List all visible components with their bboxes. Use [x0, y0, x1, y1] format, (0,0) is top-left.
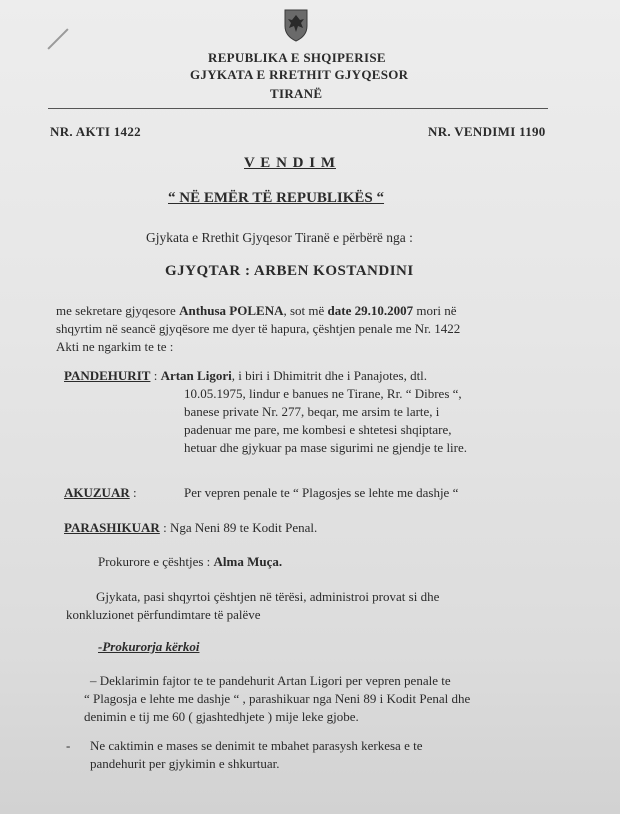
provided-line — [64, 519, 317, 537]
paper-fold-mark — [47, 28, 68, 49]
defendant-line-4: padenuar me pare, me kombesi e shtetesi shqiptare, — [184, 422, 452, 437]
provided-article: Nga Neni 89 te Kodit Penal. — [169, 520, 318, 535]
request-item-1-line-1 — [90, 672, 451, 690]
prosecutor-line — [98, 553, 282, 571]
judge-line: GJYQTAR : ARBEN KOSTANDINI — [165, 263, 414, 279]
defendant-label: PANDEHURIT — [64, 368, 151, 383]
request-item-2-line-1: Ne caktimin e mases se denimit te mbahet parasysh kerkesa e te — [90, 738, 423, 753]
prosecutor-label: Prokurore e çështjes : — [98, 554, 211, 569]
request-text: Deklarimin fajtor te te pandehurit Artan Ligori per vepren penale te — [99, 673, 451, 688]
provided-colon: : — [159, 520, 170, 535]
defendant-line-3: banese private Nr. 277, beqar, me arsim te larte, i — [184, 404, 440, 419]
accused-colon: : — [129, 485, 137, 500]
defendant-colon: : — [150, 368, 161, 383]
header-city: TIRANË — [270, 86, 323, 101]
court-paragraph-line-2: konkluzionet përfundimtare të palëve — [66, 607, 261, 622]
session-line-1 — [56, 302, 456, 320]
accused-label: AKUZUAR — [64, 485, 130, 500]
court-composition: Gjykata e Rrethit Gjyqesor Tiranë e përbërë nga : — [146, 230, 413, 245]
defendant-name: Artan Ligori — [160, 368, 232, 383]
header-court: GJYKATA E RRETHIT GJYQESOR — [190, 67, 409, 82]
prosecutor-name: Alma Muça. — [213, 554, 283, 569]
defendant-line-5: hetuar dhe gjykuar pa mase sigurimi ne gjendje te lire. — [184, 440, 468, 455]
session-date: 29.10.2007 — [354, 303, 414, 318]
session-text: mori në — [413, 303, 457, 318]
prosecutor-requested-heading: -Prokurorja kërkoi — [98, 639, 200, 654]
session-line-2: shqyrtim në seancë gjyqësore me dyer të hapura, çështjen penale me Nr. 1422 — [56, 321, 461, 336]
session-text: me sekretare gjyqesore — [56, 303, 180, 318]
document-title: V E N D I M — [244, 155, 336, 171]
case-number-akti: NR. AKTI 1422 — [50, 124, 141, 139]
request-item-2-line-2: pandehurit per gjykimin e shkurtuar. — [90, 756, 280, 771]
date-label: date — [327, 303, 352, 318]
state-emblem-icon — [283, 8, 309, 42]
session-text: , sot më — [283, 303, 328, 318]
accused-line — [64, 484, 137, 502]
defendant-text: , i biri i Dhimitrit dhe i Panajotes, dtl. — [231, 368, 428, 383]
list-dash: – — [90, 673, 97, 688]
request-item-1-line-2: “ Plagosja e lehte me dashje “ , parashikuar nga Neni 89 i Kodit Penal dhe — [84, 691, 471, 706]
defendant-line-2: 10.05.1975, lindur e banues ne Tirane, Rr. “ Dibres “, — [184, 386, 462, 401]
secretary-name: Anthusa POLENA — [179, 303, 284, 318]
session-line-3: Akti ne ngarkim te te : — [56, 339, 174, 354]
provided-label: PARASHIKUAR — [64, 520, 160, 535]
defendant-line-1 — [64, 367, 427, 385]
document-subtitle: “ NË EMËR TË REPUBLIKËS “ — [168, 190, 385, 206]
header-republic: REPUBLIKA E SHQIPERISE — [208, 50, 386, 65]
case-number-vendimi: NR. VENDIMI 1190 — [428, 124, 546, 139]
request-item-1-line-3: denimin e tij me 60 ( gjashtedhjete ) mije leke gjobe. — [84, 709, 359, 724]
header-divider — [48, 108, 548, 109]
court-paragraph-line-1: Gjykata, pasi shqyrtoi çështjen në tërësi, administroi provat si dhe — [96, 589, 440, 604]
accused-offense: Per vepren penale te “ Plagosjes se lehte me dashje “ — [184, 485, 459, 500]
request-item-2-dash: - — [66, 738, 71, 753]
